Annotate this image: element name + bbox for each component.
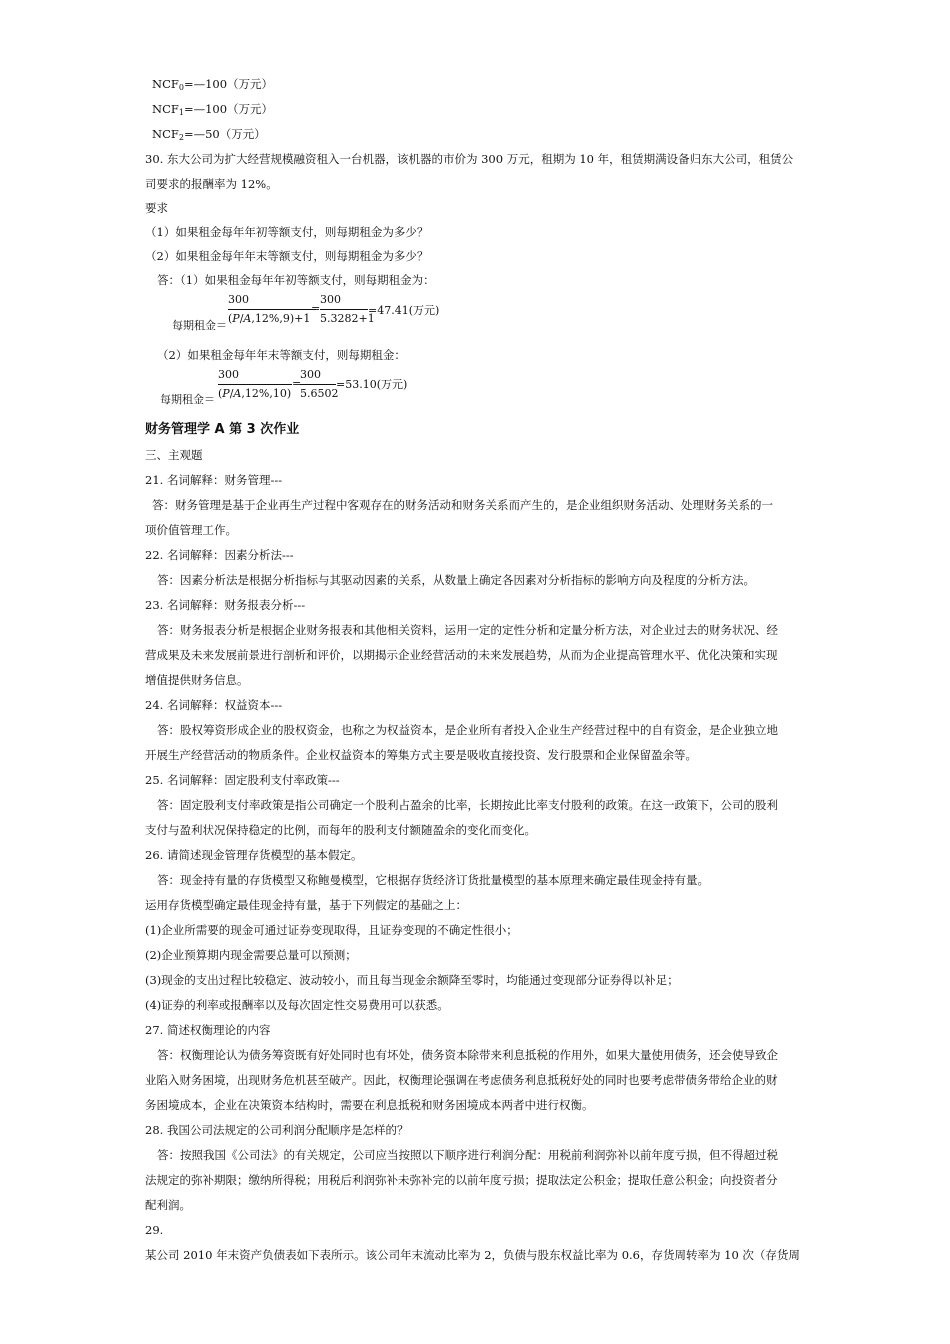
- formula-2-label: 每期租金＝: [160, 393, 215, 406]
- text-line: 29.: [145, 1223, 164, 1237]
- text-line: 24. 名词解释：权益资本---: [145, 698, 283, 712]
- text-line: 某公司 2010 年末资产负债表如下表所示。该公司年末流动比率为 2，负债与股东权益比率为 0.6，存货周转率为 10 次（存货周: [145, 1248, 800, 1262]
- section-subtitle: 三、主观题: [145, 448, 203, 462]
- text-line: 增值提供财务信息。: [145, 673, 249, 687]
- formula-1-fraction-b: 300 5.3282+1: [320, 293, 375, 325]
- text-line: 业陷入财务困境，出现财务危机甚至破产。因此，权衡理论强调在考虑债务利息抵税好处的同时也要考虑带债务带给企业的财: [145, 1073, 778, 1087]
- text-line: (1)企业所需要的现金可通过证券变现取得，且证券变现的不确定性很小；: [145, 923, 518, 937]
- text-line: 26. 请简述现金管理存货模型的基本假定。: [145, 848, 363, 862]
- ncf-line-1: $NCF_1=—100$（万元）: [152, 102, 274, 117]
- text-line: (3)现金的支出过程比较稳定、波动较小，而且每当现金余额降至零时，均能通过变现部分证券得以补足；: [145, 973, 679, 987]
- text-line: 答：现金持有量的存货模型又称鲍曼模型，它根据存货经济订货批量模型的基本原理来确定最佳现金持有量。: [157, 873, 709, 887]
- text-line: 21. 名词解释：财务管理---: [145, 473, 283, 487]
- text-line: (4)证券的利率或报酬率以及每次固定性交易费用可以获悉。: [145, 998, 449, 1012]
- text-line: 答：因素分析法是根据分析指标与其驱动因素的关系，从数量上确定各因素对分析指标的影响方向及程度的分析方法。: [157, 573, 755, 587]
- text-line: 营成果及未来发展前景进行剖析和评价，以期揭示企业经营活动的未来发展趋势，从而为企业提高管理水平、优化决策和实现: [145, 648, 778, 662]
- ncf-line-2: $NCF_2=—50$（万元）: [152, 127, 266, 142]
- formula-1-equals: =: [311, 302, 321, 315]
- formula-2-result: =53.10(万元): [336, 378, 408, 391]
- text-line: 答：固定股利支付率政策是指公司确定一个股利占盈余的比率，长期按此比率支付股利的政策。在这一政策下，公司的股利: [157, 798, 778, 812]
- text-line: 答：按照我国《公司法》的有关规定，公司应当按照以下顺序进行利润分配：用税前利润弥补以前年度亏损，但不得超过税: [157, 1148, 778, 1162]
- text-line: 支付与盈利状况保持稳定的比例，而每年的股利支付额随盈余的变化而变化。: [145, 823, 536, 837]
- text-line: 25. 名词解释：固定股利支付率政策---: [145, 773, 340, 787]
- q30-answer-2-intro: （2）如果租金每年年末等额支付，则每期租金：: [157, 348, 406, 362]
- text-line: 法规定的弥补期限；缴纳所得税；用税后利润弥补未弥补完的以前年度亏损；提取法定公积金；提取任意公积金；向投资者分: [145, 1173, 778, 1187]
- formula-1-label: 每期租金＝: [172, 319, 227, 332]
- text-line: 23. 名词解释：财务报表分析---: [145, 598, 306, 612]
- q30-text-line-1: 30. 东大公司为扩大经营规模融资租入一台机器，该机器的市价为 300 万元，租期为 10 年，租赁期满设备归东大公司，租赁公: [145, 152, 794, 166]
- text-line: (2)企业预算期内现金需要总量可以预测；: [145, 948, 357, 962]
- text-line: 22. 名词解释：因素分析法---: [145, 548, 294, 562]
- ncf-line-0: $NCF_0=—100$（万元）: [152, 77, 274, 92]
- q30-answer-1-intro: 答：（1）如果租金每年年初等额支付，则每期租金为：: [157, 273, 435, 287]
- q30-requirement-2: （2）如果租金每年年末等额支付，则每期租金为多少？: [145, 249, 429, 263]
- text-line: 答：财务管理是基于企业再生产过程中客观存在的财务活动和财务关系而产生的，是企业组织财务活动、处理财务关系的一: [152, 498, 773, 512]
- formula-2-fraction-a: 300 (P/A,12%,10): [218, 368, 292, 400]
- text-line: 答：权衡理论认为债务筹资既有好处同时也有坏处，债务资本除带来利息抵税的作用外，如果大量使用债务，还会使导致企: [157, 1048, 778, 1062]
- text-line: 运用存货模型确定最佳现金持有量，基于下列假定的基础之上：: [145, 898, 467, 912]
- q30-requirement-label: 要求: [145, 201, 168, 215]
- formula-1-result: =47.41(万元): [368, 304, 440, 317]
- text-line: 答：股权筹资形成企业的股权资金，也称之为权益资本，是企业所有者投入企业生产经营过程中的自有资金，是企业独立地: [157, 723, 778, 737]
- q30-requirement-1: （1）如果租金每年年初等额支付，则每期租金为多少？: [145, 225, 429, 239]
- formula-2-equals: =: [292, 377, 302, 390]
- formula-2-fraction-b: 300 5.6502: [300, 368, 339, 400]
- text-line: 配利润。: [145, 1198, 191, 1212]
- formula-1-fraction-a: 300 (P/A,12%,9)+1: [228, 293, 318, 333]
- section-title: 财务管理学 A 第 3 次作业: [145, 422, 300, 437]
- text-line: 务困境成本，企业在决策资本结构时，需要在利息抵税和财务困境成本两者中进行权衡。: [145, 1098, 594, 1112]
- text-line: 答：财务报表分析是根据企业财务报表和其他相关资料，运用一定的定性分析和定量分析方法，对企业过去的财务状况、经: [157, 623, 778, 637]
- q30-text-line-2: 司要求的报酬率为 12%。: [145, 177, 278, 191]
- text-line: 项价值管理工作。: [145, 523, 237, 537]
- text-line: 开展生产经营活动的物质条件。企业权益资本的筹集方式主要是吸收直接投资、发行股票和企业保留盈余等。: [145, 748, 697, 762]
- text-line: 27. 简述权衡理论的内容: [145, 1023, 271, 1037]
- text-line: 28. 我国公司法规定的公司利润分配顺序是怎样的？: [145, 1123, 409, 1137]
